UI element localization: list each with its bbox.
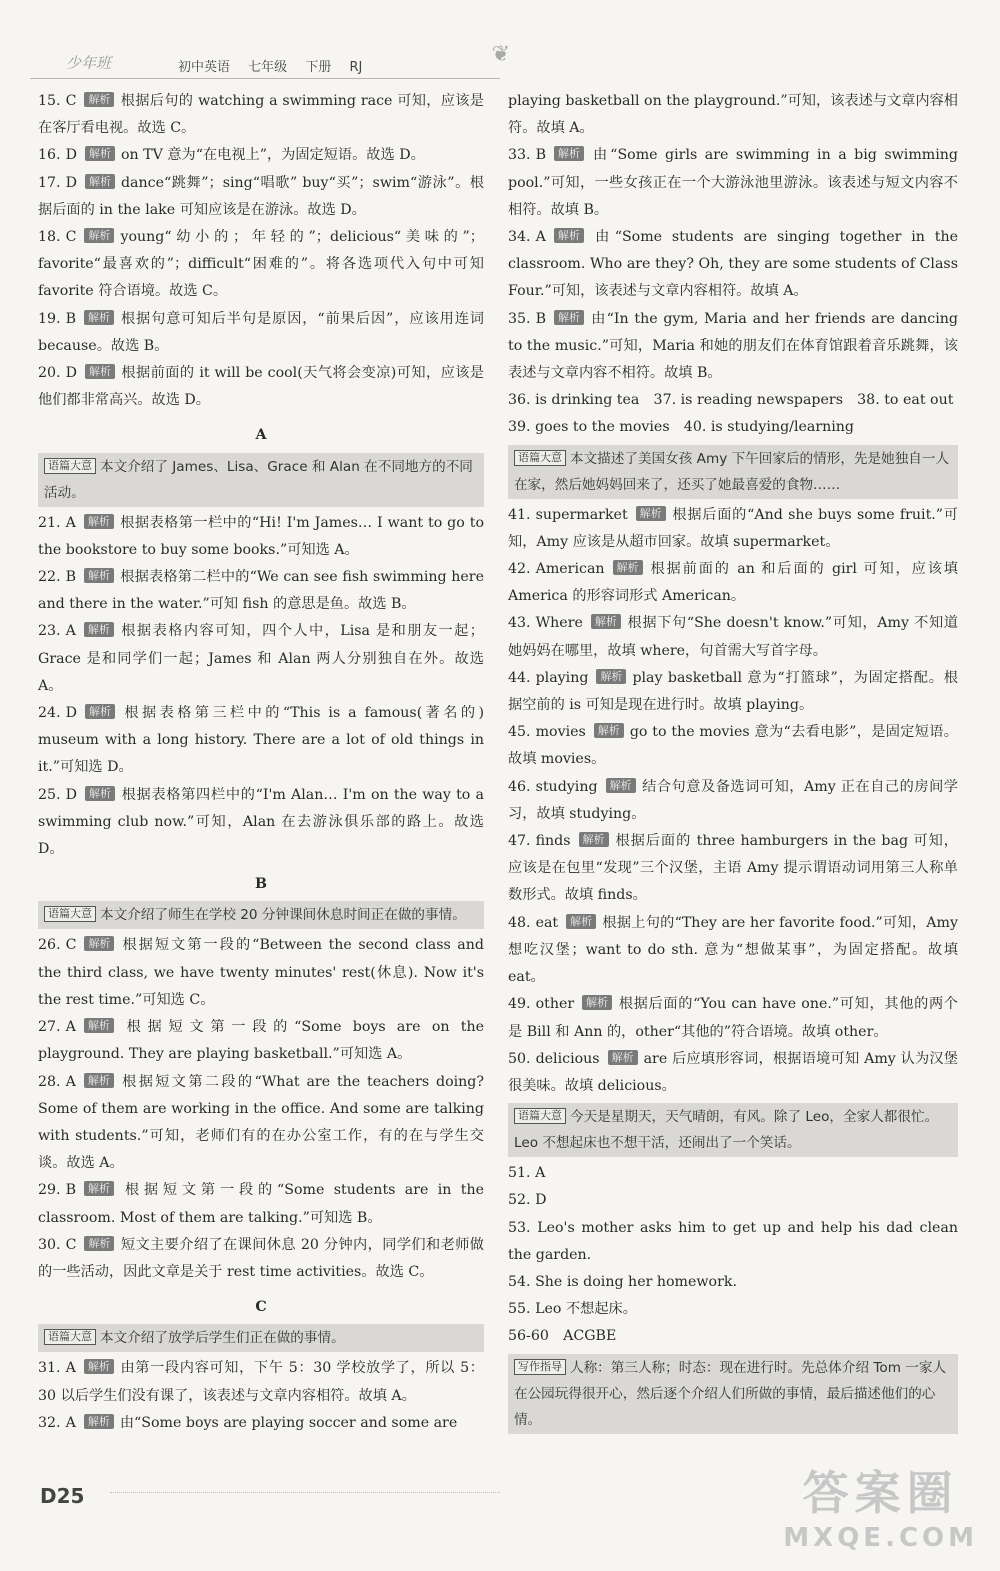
analysis-tag: 解析 [84, 622, 114, 637]
answer-item [508, 910, 958, 992]
question-number: 35. [508, 310, 531, 327]
analysis-tag: 解析 [84, 936, 114, 951]
answer-choice: A [65, 514, 76, 531]
question-number: 27. [38, 1019, 61, 1036]
question-number: 45. [508, 724, 531, 741]
header-edition: RJ [349, 60, 363, 75]
analysis-text: 根据短文第二段的“What are the teachers doing? Some of them are working in the office. And some are talking with students.”可知，老师们有的在办公室工作，有的在与学生交谈。故选 A。 [38, 1073, 484, 1172]
analysis-tag: 解析 [84, 1236, 114, 1251]
analysis-text: 根据前面的 it will be cool(天气将会变凉)可知，应该是他们都非常高兴。故选 D。 [38, 365, 484, 409]
question-number: 15. [38, 93, 61, 109]
analysis-tag: 解析 [84, 514, 114, 529]
analysis-tag: 解析 [608, 1050, 638, 1065]
question-number: 31. [38, 1360, 61, 1377]
question-number: 25. [38, 786, 61, 803]
answer-choice: other [535, 996, 575, 1013]
analysis-text: dance“跳舞”；sing“唱歌” buy“买”；swim“游泳”。根据后面的 in the lake 可知应该是在游泳。故选 D。 [38, 174, 484, 218]
answer-choice: B [535, 310, 547, 327]
question-number: 43. [508, 615, 531, 632]
answer-choice: D [65, 705, 77, 722]
analysis-tag: 解析 [613, 560, 643, 575]
analysis-tag: 解析 [579, 832, 609, 847]
answer-choice: A [65, 1414, 76, 1431]
analysis-tag: 解析 [85, 146, 115, 161]
answer-item [508, 1046, 958, 1100]
answer-item [38, 1355, 484, 1409]
analysis-text: 根据短文第一段的“Between the second class and the third class, we have twenty minutes' rest(休息). Now it's the rest time.”可知选 C。 [38, 937, 484, 1008]
passage-summary [508, 1354, 958, 1434]
analysis-tag: 解析 [85, 364, 115, 379]
summary-text: 本文介绍了师生在学校 20 分钟课间休息时间正在做的事情。 [100, 907, 466, 924]
answer-choice: studying [535, 778, 598, 795]
analysis-text: 根据表格第三栏中的“This is a famous(著名的) museum with a long history. There are a lot of old things in it.”可知选 D。 [38, 705, 484, 776]
analysis-tag: 解析 [554, 310, 584, 325]
analysis-text: 根据句意可知后半句是原因，“前果后因”，应该用连词 because。故选 B。 [38, 310, 484, 354]
answer-choice: D [65, 147, 77, 164]
question-number: 32. [38, 1414, 61, 1431]
answer-choice: A [535, 229, 546, 246]
answer-item [38, 142, 484, 169]
answer-choice: C [65, 1236, 77, 1253]
answer-line: 52. D [508, 1192, 547, 1209]
analysis-tag: 解析 [84, 568, 114, 583]
answer-choice: supermarket [535, 506, 628, 523]
answer-line: 56-60 ACGBE [508, 1328, 617, 1345]
question-number: 24. [38, 705, 61, 722]
page-header [30, 42, 510, 79]
answer-item [508, 665, 958, 719]
watermark-title: 答案圈 [802, 1466, 959, 1520]
analysis-tag: 解析 [582, 995, 612, 1010]
answer-item [508, 991, 958, 1045]
question-number: 48. [508, 914, 531, 931]
analysis-tag: 解析 [606, 778, 636, 793]
footer-divider [110, 1492, 500, 1493]
leaf-ornament-icon: ❦ [491, 42, 510, 67]
answer-item [508, 502, 958, 556]
analysis-text: 根据短文第一段的“Some boys are on the playground. They are playing basketball.”可知选 A。 [38, 1019, 484, 1063]
analysis-text: 由“Some girls are swimming in a big swimming pool.”可知，一些女孩正在一个大游泳池里游泳。该表述与短文内容不相符。故填 B。 [508, 147, 958, 218]
analysis-text: 根据后面的“You can have one.”可知，其他的两个是 Bill 和 Ann 的，other“其他的”符合语境。故填 other。 [508, 996, 958, 1040]
section-heading: B [255, 876, 267, 893]
passage-summary [508, 1103, 958, 1157]
question-number: 41. [508, 506, 531, 523]
watermark-url: MXQE.COM [783, 1523, 978, 1553]
answer-choice: A [65, 1073, 76, 1090]
passage-summary [508, 445, 958, 499]
analysis-tag: 解析 [84, 1073, 114, 1088]
question-number: 33. [508, 147, 531, 164]
answer-choice: B [65, 569, 77, 586]
analysis-tag: 解析 [566, 914, 596, 929]
answer-choice: C [65, 93, 77, 109]
analysis-tag: 解析 [554, 228, 584, 243]
summary-tag: 语篇大意 [514, 450, 566, 466]
analysis-tag: 解析 [84, 1181, 114, 1196]
question-number: 46. [508, 778, 531, 795]
right-column [508, 88, 958, 1437]
passage-summary [38, 1324, 484, 1352]
answer-item [508, 556, 958, 610]
summary-text: 本文描述了美国女孩 Amy 下午回家后的情形，先是她独自一人在家，然后她妈妈回来了，还买了她最喜爱的食物…… [514, 450, 950, 493]
answer-choice: delicious [535, 1050, 600, 1067]
passage-summary [38, 901, 484, 929]
analysis-text: 由“In the gym, Maria and her friends are dancing to the music.”可知，Maria 和她的朋友们在体育馆跟着音乐跳舞，该表述与文章内容不相符。故填 B。 [508, 310, 958, 382]
answer-line: playing basketball on the playground.”可知，该表述与文章内容相符。故填 A。 [508, 93, 958, 137]
header-meta [178, 56, 376, 75]
analysis-text: 根据表格第四栏中的“I'm Alan… I'm on the way to a swimming club now.”可知，Alan 在去游泳俱乐部的路上。故选 D。 [38, 786, 484, 858]
answer-choice: American [535, 561, 605, 578]
summary-tag: 语篇大意 [44, 1329, 96, 1345]
analysis-text: go to the movies 意为“去看电影”，是固定短语。故填 movies。 [508, 724, 958, 768]
section-heading: A [255, 427, 267, 444]
analysis-text: on TV 意为“在电视上”，为固定短语。故选 D。 [120, 147, 425, 164]
answer-item [38, 88, 484, 142]
analysis-tag: 解析 [84, 92, 114, 107]
answer-item [38, 1410, 484, 1437]
answer-choice: A [65, 1360, 76, 1377]
answer-line: 53. Leo's mother asks him to get up and help his dad clean the garden. [508, 1219, 958, 1263]
answer-line: 54. She is doing her homework. [508, 1273, 737, 1290]
analysis-text: 根据上句的“They are her favorite food.”可知，Amy 想吃汉堡；want to do sth. 意为“想做某事”，为固定搭配。故填 eat。 [508, 914, 958, 986]
answer-item [38, 170, 484, 224]
answer-item [508, 719, 958, 773]
question-number: 29. [38, 1182, 61, 1199]
analysis-tag: 解析 [554, 146, 584, 161]
summary-tag: 写作指导 [514, 1359, 566, 1375]
answer-choice: D [65, 365, 77, 382]
question-number: 26. [38, 937, 61, 954]
summary-text: 本文介绍了放学后学生们正在做的事情。 [100, 1330, 345, 1347]
answer-item [38, 510, 484, 564]
question-number: 21. [38, 514, 61, 531]
summary-tag: 语篇大意 [44, 458, 96, 474]
analysis-text: 根据短文第一段的“Some students are in the classroom. Most of them are talking.”可知选 B。 [38, 1182, 484, 1226]
analysis-text: 根据表格第二栏中的“We can see fish swimming here and there in the water.”可知 fish 的意思是鱼。故选 B。 [38, 569, 484, 613]
question-number: 47. [508, 833, 531, 850]
answer-line: 39. goes to the movies 40. is studying/learning [508, 419, 855, 436]
answer-item [38, 306, 484, 360]
answer-choice: A [65, 1019, 76, 1036]
answer-choice: Where [535, 615, 583, 632]
analysis-text: young“幼小的；年轻的”；delicious“美味的”；favorite“最喜欢的”；difficult“困难的”。将各选项代入句中可知 favorite 符合语境。故选 C。 [38, 229, 484, 300]
header-subject: 初中英语 [178, 60, 231, 75]
answer-item [38, 932, 484, 1014]
question-number: 42. [508, 561, 531, 578]
analysis-text: 根据前面的 an 和后面的 girl 可知，应该填 America 的形容词形式 American。 [508, 561, 958, 605]
answer-item [38, 1014, 484, 1068]
answer-item [38, 224, 484, 306]
left-column [38, 88, 484, 1437]
answer-choice: D [65, 174, 77, 191]
analysis-text: 根据后面的 three hamburgers in the bag 可知，应该是在包里“发现”三个汉堡，主语 Amy 提示谓语动词用第三人称单数形式。故填 finds。 [508, 833, 958, 904]
question-number: 23. [38, 623, 61, 640]
analysis-tag: 解析 [84, 310, 114, 325]
question-number: 44. [508, 669, 531, 686]
summary-text: 人称：第三人称；时态：现在进行时。先总体介绍 Tom 一家人在公园玩得很开心，然后逐个介绍人们所做的事情，最后描述他们的心情。 [514, 1359, 947, 1428]
summary-text: 本文介绍了 James、Lisa、Grace 和 Alan 在不同地方的不同活动。 [44, 458, 473, 501]
analysis-text: 由“Some boys are playing soccer and some are [119, 1414, 458, 1431]
analysis-tag: 解析 [85, 704, 115, 719]
answer-item [38, 618, 484, 700]
analysis-tag: 解析 [594, 723, 624, 738]
answer-item [38, 782, 484, 864]
answer-choice: C [65, 937, 77, 954]
analysis-tag: 解析 [84, 1414, 114, 1429]
analysis-text: 由“Some students are singing together in the classroom. Who are they? Oh, they are some students of Class Four.”可知，该表述与文章内容相符。故填 A。 [508, 229, 958, 300]
question-number: 17. [38, 174, 61, 191]
answer-choice: B [65, 1182, 77, 1199]
watermark [783, 1457, 978, 1553]
answer-item [38, 700, 484, 782]
answer-item [38, 1232, 484, 1286]
analysis-text: are 后应填形容词，根据语境可知 Amy 认为汉堡很美味。故填 delicious。 [508, 1050, 958, 1094]
summary-text: 今天是星期天，天气晴朗，有风。除了 Leo，全家人都很忙。Leo 不想起床也不想干活，还闹出了一个笑话。 [514, 1109, 939, 1152]
answer-item [508, 224, 958, 306]
summary-tag: 语篇大意 [44, 906, 96, 922]
answer-item [508, 774, 958, 828]
analysis-text: play basketball 意为“打篮球”，为固定搭配。根据空前的 is 可知是现在进行时。故填 playing。 [508, 669, 958, 714]
analysis-tag: 解析 [636, 506, 666, 521]
page-number: D25 [40, 1484, 85, 1508]
answer-choice: B [65, 310, 77, 327]
answer-item [38, 360, 484, 414]
analysis-text: 结合句意及备选词可知，Amy 正在自己的房间学习，故填 studying。 [508, 778, 958, 822]
answer-item [508, 142, 958, 224]
summary-tag: 语篇大意 [514, 1108, 566, 1124]
analysis-tag: 解析 [85, 786, 115, 801]
analysis-tag: 解析 [84, 1359, 114, 1374]
answer-item [38, 1177, 484, 1231]
passage-summary [38, 453, 484, 507]
answer-item [508, 306, 958, 388]
question-number: 16. [38, 147, 61, 164]
question-number: 49. [508, 996, 531, 1013]
question-number: 20. [38, 365, 61, 382]
answer-choice: finds [535, 833, 571, 850]
answer-item [508, 828, 958, 910]
answer-item [38, 1069, 484, 1178]
book-logo: 少年班 [66, 54, 112, 72]
answer-choice: eat [535, 914, 559, 931]
answer-choice: D [65, 786, 77, 803]
section-heading: C [255, 1299, 267, 1316]
question-number: 28. [38, 1073, 61, 1090]
answer-choice: movies [535, 724, 586, 741]
analysis-text: 根据后句的 watching a swimming race 可知，应该是在客厅看电视。故选 C。 [38, 93, 484, 137]
analysis-tag: 解析 [85, 174, 115, 189]
answer-line: 55. Leo 不想起床。 [508, 1301, 637, 1318]
answer-choice: C [65, 229, 77, 246]
analysis-tag: 解析 [591, 614, 621, 629]
analysis-text: 根据表格内容可知，四个人中，Lisa 是和朋友一起；Grace 是和同学们一起；James 和 Alan 两人分别独自在外。故选 A。 [38, 623, 484, 694]
answer-item [38, 564, 484, 618]
question-number: 22. [38, 569, 61, 586]
answer-line: 51. A [508, 1165, 546, 1182]
analysis-tag: 解析 [596, 669, 626, 684]
question-number: 18. [38, 229, 61, 246]
analysis-text: 根据表格第一栏中的“Hi! I'm James… I want to go to the bookstore to buy some books.”可知选 A。 [38, 514, 484, 558]
question-number: 34. [508, 229, 531, 246]
answer-line: 36. is drinking tea 37. is reading newspapers 38. to eat out [508, 392, 954, 409]
header-volume: 下册 [305, 60, 332, 75]
analysis-text: 根据后面的“And she buys some fruit.”可知，Amy 应该是从超市回家。故填 supermarket。 [508, 506, 958, 550]
answer-item [508, 610, 958, 664]
question-number: 30. [38, 1236, 61, 1253]
analysis-tag: 解析 [84, 228, 114, 243]
answer-choice: playing [535, 669, 589, 686]
question-number: 50. [508, 1050, 531, 1067]
header-grade: 七年级 [248, 60, 288, 75]
analysis-text: 短文主要介绍了在课间休息 20 分钟内，同学们和老师做的一些活动，因此文章是关于 rest time activities。故选 C。 [38, 1236, 484, 1280]
answer-choice: A [65, 623, 76, 640]
question-number: 19. [38, 310, 61, 327]
analysis-text: 根据下句“She doesn't know.”可知，Amy 不知道她妈妈在哪里，故填 where，句首需大写首字母。 [508, 615, 958, 659]
answer-choice: B [535, 147, 547, 164]
analysis-tag: 解析 [84, 1018, 114, 1033]
analysis-text: 由第一段内容可知，下午 5：30 学校放学了，所以 5：30 以后学生们没有课了，该表述与文章内容相符。故填 A。 [38, 1360, 484, 1404]
